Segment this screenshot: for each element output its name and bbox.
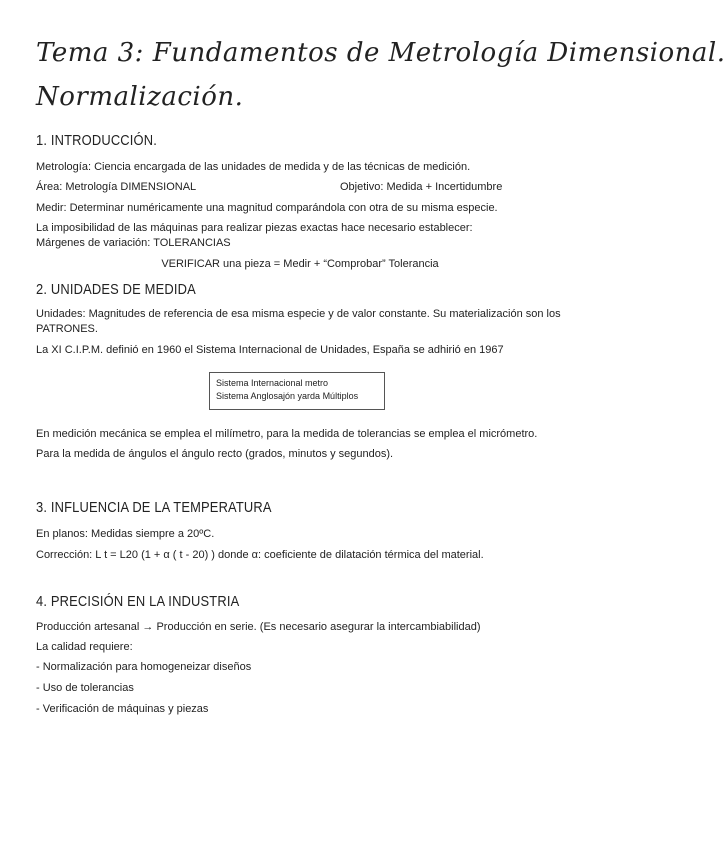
units-table-box: [209, 372, 385, 410]
section-heading-introduccion: 1. INTRODUCCIÓN.: [36, 132, 158, 149]
document-title-continuation: Normalización.: [36, 82, 244, 112]
text-line: - Uso de tolerancias: [36, 682, 134, 694]
text-line: Corrección: L t = L20 (1 + α ( t - 20) ) donde α: coeficiente de dilatación térmica del material.: [36, 549, 484, 561]
text-line: - Verificación de máquinas y piezas: [36, 703, 209, 715]
text-line: La calidad requiere:: [36, 641, 133, 653]
text-line: Objetivo: Medida + Incertidumbre: [340, 181, 503, 193]
section-heading-temperatura: 3. INFLUENCIA DE LA TEMPERATURA: [36, 499, 272, 516]
document-title: Tema 3: Fundamentos de Metrología Dimensional.: [36, 38, 725, 68]
text-line: La imposibilidad de las máquinas para realizar piezas exactas hace necesario establecer:: [36, 222, 473, 234]
text-line: La XI C.I.P.M. definió en 1960 el Sistema Internacional de Unidades, España se adhirió en 1967: [36, 344, 504, 356]
text-line: - Normalización para homogeneizar diseños: [36, 661, 252, 673]
text-line: VERIFICAR una pieza = Medir + “Comprobar” Tolerancia: [161, 258, 439, 270]
box-line: Sistema Anglosajón yarda Múltiplos: [216, 391, 359, 401]
text-line: Unidades: Magnitudes de referencia de esa misma especie y de valor constante. Su materialización son los: [36, 308, 561, 320]
text-line: Metrología: Ciencia encargada de las unidades de medida y de las técnicas de medición.: [36, 161, 471, 173]
text-line: Medir: Determinar numéricamente una magnitud comparándola con otra de su misma especie.: [36, 202, 498, 214]
box-line: Sistema Internacional metro: [216, 378, 329, 388]
text-line: En planos: Medidas siempre a 20ºC.: [36, 528, 215, 540]
section-heading-precision: 4. PRECISIÓN EN LA INDUSTRIA: [36, 593, 240, 610]
text-line: Márgenes de variación: TOLERANCIAS: [36, 237, 231, 249]
section-heading-unidades: 2. UNIDADES DE MEDIDA: [36, 281, 196, 298]
text-line: Para la medida de ángulos el ángulo recto (grados, minutos y segundos).: [36, 448, 394, 460]
text-line: PATRONES.: [36, 323, 98, 335]
text-line: Área: Metrología DIMENSIONAL: [36, 181, 197, 193]
text-line: En medición mecánica se emplea el milímetro, para la medida de tolerancias se emplea el micrómetro.: [36, 428, 538, 440]
text-line: Producción artesanal → Producción en serie. (Es necesario asegurar la intercambiabilidad): [36, 621, 481, 633]
